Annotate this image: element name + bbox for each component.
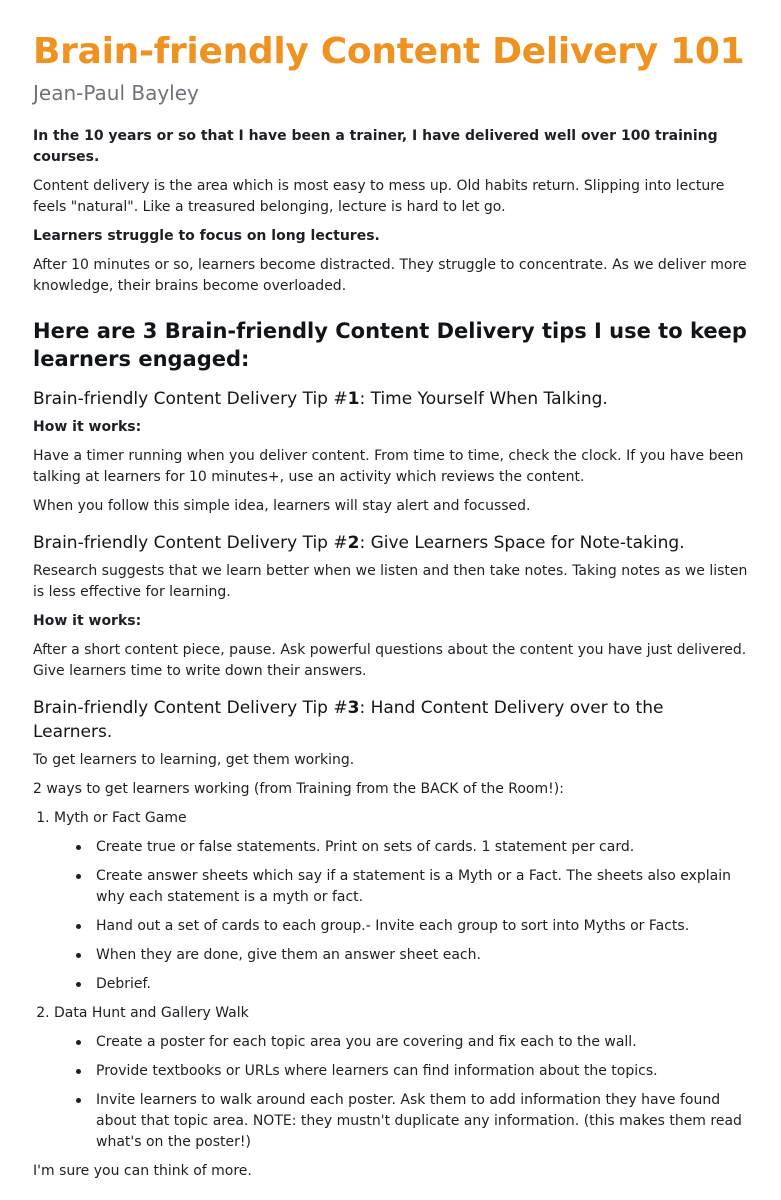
tip-1-how-label: How it works: xyxy=(33,419,142,435)
tip-2-how-label: How it works: xyxy=(33,613,142,629)
step-text: When they are done, give them an answer sheet each. xyxy=(96,947,481,963)
tip-3-paragraph-2: 2 ways to get learners working (from Training from the BACK of the Room!): xyxy=(33,781,564,797)
author-name: Jean-Paul Bayley xyxy=(33,81,199,105)
tip-3-heading xyxy=(33,696,748,744)
tip-2-paragraph-1: Research suggests that we learn better when we listen and then take notes. Taking notes as we listen is less effective for learning. xyxy=(33,563,748,600)
step-item xyxy=(76,1090,748,1153)
bullet-icon xyxy=(76,953,81,958)
method-title: 2. Data Hunt and Gallery Walk xyxy=(54,1005,249,1021)
tip-1-number: 1 xyxy=(347,389,360,409)
tip-1-paragraph-1: Have a timer running when you deliver content. From time to time, check the clock. If you have been talking at learners for 10 minutes+, use an activity which reviews the content. xyxy=(33,448,744,485)
tip-3-paragraph-1: To get learners to learning, get them working. xyxy=(33,752,355,768)
tip-2-prefix: Brain-friendly Content Delivery Tip # xyxy=(33,533,348,553)
tip-1-prefix: Brain-friendly Content Delivery Tip # xyxy=(33,389,348,409)
step-text: Create answer sheets which say if a statement is a Myth or a Fact. The sheets also explain why each statement is a myth or fact. xyxy=(96,868,732,905)
tip-2-heading xyxy=(33,531,748,555)
step-item xyxy=(76,916,748,937)
step-text: Provide textbooks or URLs where learners can find information about the topics. xyxy=(96,1063,658,1079)
section-heading: Here are 3 Brain-friendly Content Delivery tips I use to keep learners engaged: xyxy=(33,319,747,371)
bullet-icon xyxy=(76,982,81,987)
step-item xyxy=(76,1032,748,1053)
tip-1-heading xyxy=(33,387,748,411)
intro-paragraph-2: Content delivery is the area which is most easy to mess up. Old habits return. Slipping into lecture feels "natural". Like a treasured belonging, lecture is hard to let go. xyxy=(33,178,725,215)
bullet-icon xyxy=(76,1069,81,1074)
method-steps xyxy=(54,1032,748,1153)
bullet-icon xyxy=(76,874,81,879)
intro-paragraph-1: In the 10 years or so that I have been a trainer, I have delivered well over 100 training courses. xyxy=(33,128,718,165)
method-title: 1. Myth or Fact Game xyxy=(54,810,187,826)
tip-2-number: 2 xyxy=(347,533,360,553)
step-text: Debrief. xyxy=(96,976,151,992)
tip-1-title: : Time Yourself When Talking. xyxy=(359,389,608,409)
tip-3-prefix: Brain-friendly Content Delivery Tip # xyxy=(33,698,348,718)
step-text: Invite learners to walk around each poster. Ask them to add information they have found about that topic area. NOTE: they mustn't duplicate any information. (this makes them read what's on the poster!) xyxy=(96,1092,742,1150)
page-title: Brain-friendly Content Delivery 101 xyxy=(33,31,745,72)
bullet-icon xyxy=(76,924,81,929)
bullet-icon xyxy=(76,1098,81,1103)
step-item xyxy=(76,1061,748,1082)
tip-1-paragraph-2: When you follow this simple idea, learners will stay alert and focussed. xyxy=(33,498,531,514)
tip-2-paragraph-2: After a short content piece, pause. Ask powerful questions about the content you have just delivered. Give learners time to write down their answers. xyxy=(33,642,747,679)
step-item xyxy=(76,837,748,858)
step-item xyxy=(76,945,748,966)
step-item xyxy=(76,974,748,995)
method-item xyxy=(54,808,748,995)
step-item xyxy=(76,866,748,908)
methods-list xyxy=(33,808,748,1153)
step-text: Hand out a set of cards to each group.- Invite each group to sort into Myths or Facts. xyxy=(96,918,690,934)
step-text: Create a poster for each topic area you are covering and fix each to the wall. xyxy=(96,1034,637,1050)
intro-paragraph-4: After 10 minutes or so, learners become distracted. They struggle to concentrate. As we deliver more knowledge, their brains become overloaded. xyxy=(33,257,747,294)
method-steps xyxy=(54,837,748,995)
method-item xyxy=(54,1003,748,1153)
tip-2-title: : Give Learners Space for Note-taking. xyxy=(359,533,685,553)
bullet-icon xyxy=(76,845,81,850)
bullet-icon xyxy=(76,1040,81,1045)
step-text: Create true or false statements. Print on sets of cards. 1 statement per card. xyxy=(96,839,635,855)
tip-3-title: : Hand Content Delivery over to the Learners. xyxy=(33,698,664,742)
tip-3-number: 3 xyxy=(347,698,360,718)
intro-paragraph-3: Learners struggle to focus on long lectures. xyxy=(33,228,380,244)
closing-paragraph: I'm sure you can think of more. xyxy=(33,1163,252,1179)
